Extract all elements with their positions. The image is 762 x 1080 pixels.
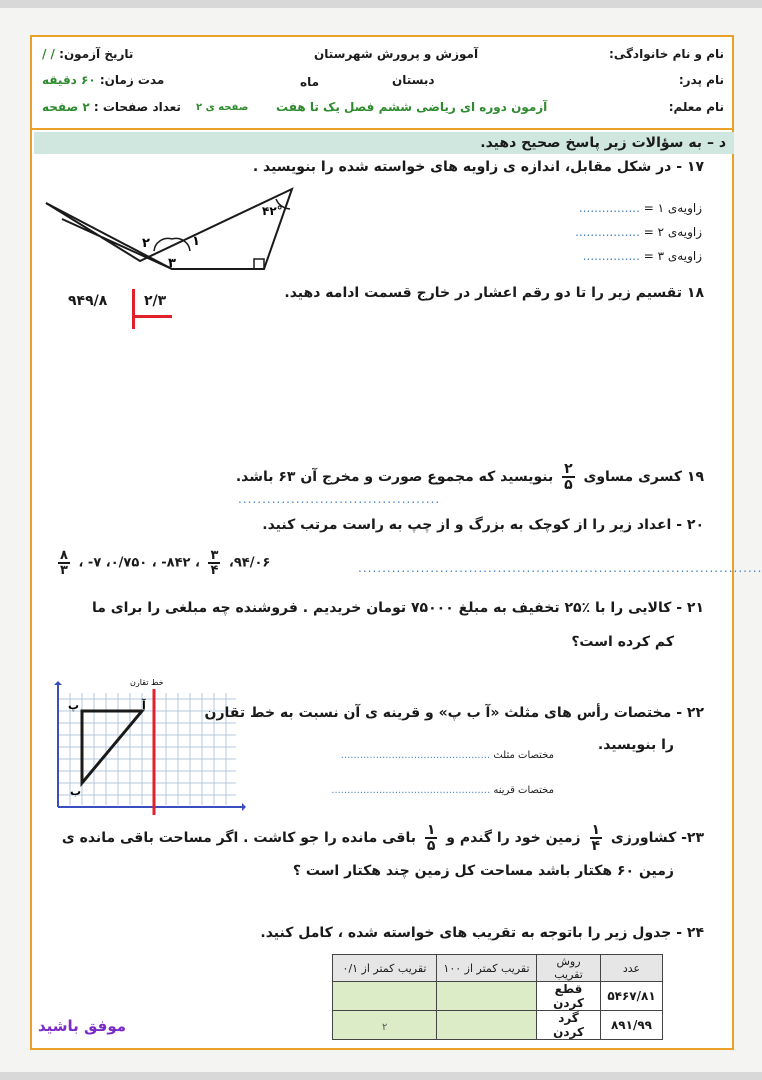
q17-fig-label3: ۳ — [168, 256, 176, 271]
row1-number: ۵۴۶۷/۸۱ — [601, 982, 663, 1011]
pages-value: ۲ صفحه — [42, 100, 90, 114]
month-label: ماه — [300, 75, 320, 89]
page-number: ۲ — [382, 1022, 388, 1033]
pages-label: تعداد صفحات : — [93, 100, 181, 114]
q23-f2-num: ۱ — [426, 822, 436, 838]
q19-den: ۵ — [564, 477, 573, 493]
q22-line1: ۲۲ - مختصات رأس های مثلث «آ ب پ» و قرینه ی آن نسبت به خط تقارن — [204, 705, 704, 721]
top-bar — [0, 0, 762, 8]
page-count — [42, 100, 181, 114]
q19-before: ۱۹ کسری مساوی — [583, 469, 704, 485]
q22-vertex-p: پ — [68, 699, 80, 712]
q18-division-line — [132, 315, 172, 318]
q19-fraction — [562, 462, 575, 492]
row1-approx-01-cell[interactable] — [333, 982, 437, 1011]
q21-line1: ۲۱ - کالایی را با ٪۲۵ تخفیف به مبلغ ۷۵۰۰۰ تومان خریدیم . فروشنده چه مبلغی را برای ما — [92, 600, 704, 616]
col-approx-01: تقریب کمتر از ۰/۱ — [333, 955, 437, 982]
exam-title: آزمون دوره ای ریاضی ششم فصل یک تا هفت — [276, 100, 548, 114]
q19-num: ۲ — [564, 461, 573, 477]
q22-axis-label: خط تقارن — [130, 679, 164, 687]
q17-angle3 — [583, 249, 702, 263]
q20-f2-den: ۳ — [60, 563, 68, 578]
q23-f1-num: ۱ — [591, 822, 601, 838]
q17-fig-label2: ۲ — [142, 236, 150, 251]
q18-text: ۱۸ تقسیم زیر را تا دو رقم اعشار در خارج قسمت ادامه دهید. — [284, 285, 704, 301]
father-label: نام پدر: — [678, 73, 724, 87]
q20-list-start: ۹۴/۰۶، — [228, 555, 271, 571]
school-label: دبستان — [392, 73, 435, 87]
q19-answer-blank[interactable]: .......................................... — [238, 492, 441, 506]
q22-coords-triangle-label: مختصات مثلث — [493, 750, 554, 761]
q20-list-mid: ، ۸۴۲- ، ۰/۷۵۰، ۷- ، — [78, 555, 200, 571]
q17-angle1-blank[interactable]: ................ — [578, 201, 640, 215]
q22-mirror-coords — [331, 785, 554, 796]
bottom-bar — [0, 1072, 762, 1080]
q23-f1-den: ۴ — [591, 838, 601, 854]
exam-date — [42, 47, 133, 61]
date-label: تاریخ آزمون: — [59, 47, 134, 61]
q20-f2-num: ۸ — [60, 548, 68, 563]
q23-before: ۲۳- کشاورزی — [610, 830, 704, 846]
q22-triangle-coords — [341, 750, 554, 761]
q19-after: بنویسید که مجموع صورت و مخرج آن ۶۳ باشد. — [235, 469, 554, 485]
row2-method: گرد کردن — [537, 1011, 601, 1040]
q17-angle2-blank[interactable]: ................. — [575, 225, 640, 239]
q23-line1 — [62, 823, 704, 853]
q18-dividend: ۹۴۹/۸ — [68, 293, 108, 309]
row2-approx-100-cell[interactable] — [437, 1011, 537, 1040]
date-value: / / — [42, 47, 55, 61]
signoff: موفق باشید — [38, 1017, 127, 1035]
table-header-row — [333, 955, 663, 982]
teacher-label: نام معلم: — [668, 100, 724, 114]
q18-division-bar — [132, 289, 135, 329]
q17-angle3-blank[interactable]: ............... — [582, 249, 640, 263]
q20-fraction1 — [208, 549, 220, 577]
row2-number: ۸۹۱/۹۹ — [601, 1011, 663, 1040]
q17-fig-angle: ۴۲° — [262, 204, 283, 218]
q17-triangles-figure — [42, 179, 302, 279]
q17-angle3-label: زاویه‌ی ۳ = — [643, 249, 702, 263]
q23-f2-den: ۵ — [426, 838, 436, 854]
q22-vertex-a: آ — [142, 699, 146, 712]
q20-fraction2 — [58, 549, 70, 577]
q22-grid-figure — [46, 679, 246, 819]
q23-fraction1 — [590, 823, 603, 853]
page-label: صفحه ی ۲ — [196, 102, 249, 113]
q21-line2: کم کرده است؟ — [571, 634, 674, 650]
q23-after: باقی مانده را جو کاشت . اگر مساحت باقی مانده ی — [61, 830, 416, 846]
name-label: نام و نام خانوادگی: — [609, 47, 724, 61]
dept-label: آموزش و پرورش شهرستان — [314, 47, 479, 61]
q20-f1-den: ۴ — [210, 563, 219, 578]
section-title: د – به سؤالات زیر پاسخ صحیح دهید. — [34, 132, 734, 154]
q17-angle2-label: زاویه‌ی ۲ = — [643, 225, 702, 239]
row1-approx-100-cell[interactable] — [437, 982, 537, 1011]
q20-number-list — [54, 549, 270, 577]
q22-vertex-b: ب — [70, 785, 82, 798]
col-method: روش تقریب — [537, 955, 601, 982]
exam-page — [30, 35, 762, 1050]
q17-angle1 — [579, 201, 702, 215]
header-divider — [32, 128, 732, 130]
q17-angle2 — [575, 225, 702, 239]
col-number: عدد — [601, 955, 663, 982]
q22-coords-triangle-blank[interactable]: ............................................... — [340, 750, 491, 761]
q23-fraction2 — [425, 823, 438, 853]
q23-line2: زمین ۶۰ هکتار باشد مساحت کل زمین چند هکتار است ؟ — [292, 863, 674, 879]
q24-text: ۲۴ - جدول زیر را باتوجه به تقریب های خواسته شده ، کامل کنید. — [260, 925, 704, 941]
q22-line2: را بنویسید. — [597, 737, 674, 753]
q20-answer-blank[interactable]: .................................................................................... — [358, 561, 762, 575]
q20-f1-num: ۳ — [210, 548, 219, 563]
table-row — [333, 982, 663, 1011]
q18-divisor: ۲/۳ — [144, 293, 167, 309]
duration-value: ۶۰ دقیقه — [42, 73, 96, 87]
q22-coords-mirror-label: مختصات قرینه — [493, 785, 554, 796]
q22-coords-mirror-blank[interactable]: .................................................. — [331, 785, 491, 796]
q20-text: ۲۰ - اعداد زیر را از کوچک به بزرگ و از چپ به راست مرتب کنید. — [262, 517, 704, 533]
row1-method: قطع کردن — [537, 982, 601, 1011]
q23-mid: زمین خود را گندم و — [446, 830, 581, 846]
exam-duration — [42, 73, 164, 87]
col-approx-100: تقریب کمتر از ۱۰۰ — [437, 955, 537, 982]
duration-label: مدت زمان: — [99, 73, 165, 87]
q17-text: ۱۷ - در شکل مقابل، اندازه ی زاویه های خواسته شده را بنویسید . — [252, 159, 704, 175]
q19-text — [236, 462, 704, 492]
q17-fig-label1: ۱ — [192, 234, 200, 249]
q17-angle1-label: زاویه‌ی ۱ = — [643, 201, 702, 215]
